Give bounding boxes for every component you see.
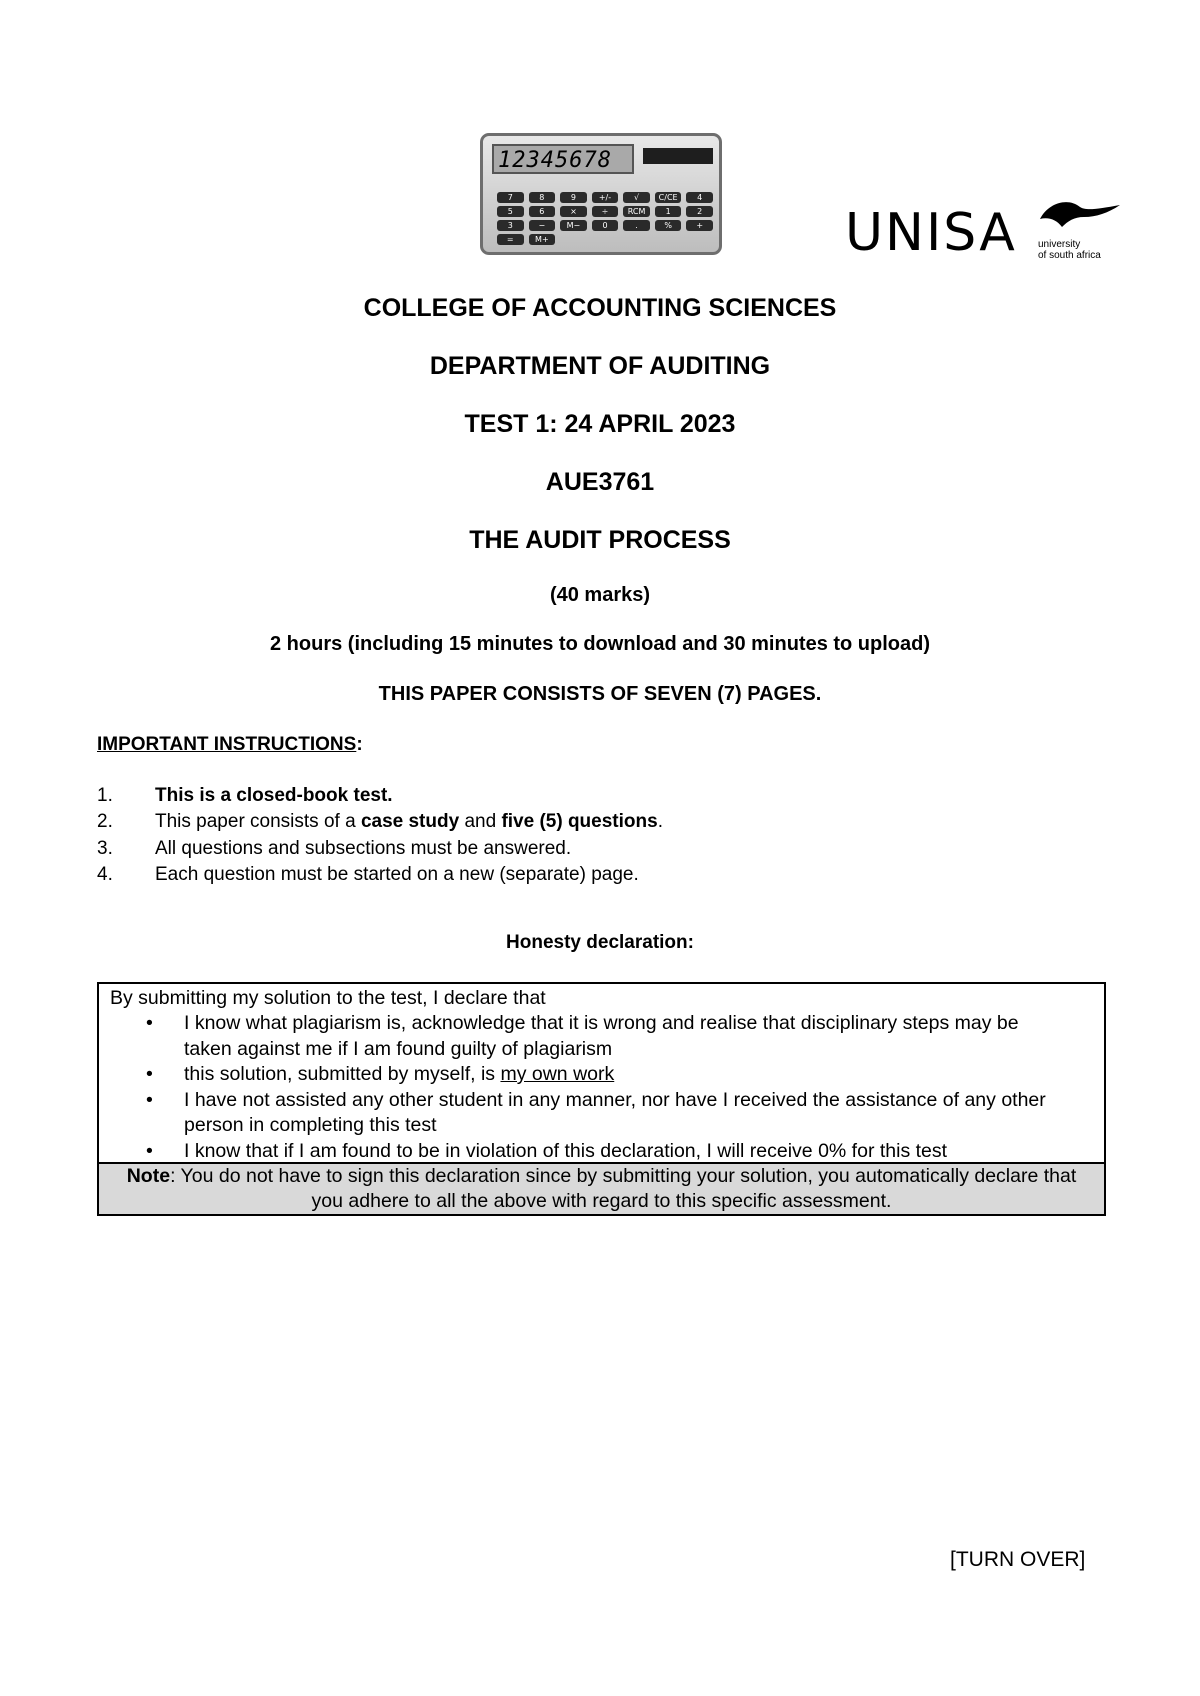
calculator-solar-panel xyxy=(643,148,713,164)
marks-label: (40 marks) xyxy=(549,584,651,606)
calculator-key: 7 xyxy=(497,192,524,203)
declaration-bullet-text: this solution, submitted by myself, is xyxy=(184,1063,501,1085)
declaration-bullet xyxy=(99,1088,1064,1139)
instruction-text-mid: and xyxy=(459,811,502,832)
calculator-key: 6 xyxy=(529,206,556,217)
calculator-key: 5 xyxy=(497,206,524,217)
instruction-text-bold: case study xyxy=(360,811,460,832)
note-text: : You do not have to sign this declaration since by submitting your solution, you automatically declare that you adhere to all the above with regard to this specific assessment. xyxy=(170,1165,1077,1212)
module-code: AUE3761 xyxy=(545,468,655,496)
instruction-text-bold: five (5) questions xyxy=(501,811,658,832)
instruction-number: 2. xyxy=(97,811,113,832)
instruction-number: 4. xyxy=(97,864,113,885)
calculator-key: √ xyxy=(623,192,650,203)
calculator-key: C/CE xyxy=(655,192,682,203)
declaration-intro: By submitting my solution to the test, I declare that xyxy=(110,987,546,1009)
logo-wordmark: UNISA xyxy=(845,203,1017,263)
calculator-key: × xyxy=(560,206,587,217)
bullet-icon: • xyxy=(146,1139,153,1162)
duration-label: 2 hours (including 15 minutes to download and 30 minutes to upload) xyxy=(269,633,931,655)
declaration-note xyxy=(99,1162,1104,1214)
calculator-image xyxy=(480,133,722,255)
logo-tagline-line-1: university xyxy=(1038,239,1081,250)
calculator-key: RCM xyxy=(623,206,650,217)
declaration-bullet-text: I know that if I am found to be in violation of this declaration, I will receive 0% for this test xyxy=(184,1139,948,1162)
calculator-keypad xyxy=(497,192,713,245)
calculator-key: − xyxy=(529,220,556,231)
instruction-number: 3. xyxy=(97,838,113,859)
calculator-key: M+ xyxy=(529,234,556,245)
honesty-title: Honesty declaration: xyxy=(506,932,694,953)
instructions-heading xyxy=(97,734,363,756)
module-title: THE AUDIT PROCESS xyxy=(469,526,731,554)
instructions-heading-colon: : xyxy=(356,734,363,755)
calculator-key: 0 xyxy=(592,220,619,231)
calculator-key: ÷ xyxy=(592,206,619,217)
calculator-key: 4 xyxy=(686,192,713,203)
test-title: TEST 1: 24 APRIL 2023 xyxy=(464,410,736,438)
note-label: Note xyxy=(126,1165,171,1187)
calculator-key: % xyxy=(655,220,682,231)
calculator-key: 3 xyxy=(497,220,524,231)
bullet-icon: • xyxy=(146,1088,153,1111)
pages-label: THIS PAPER CONSISTS OF SEVEN (7) PAGES. xyxy=(378,683,822,705)
declaration-list xyxy=(99,1011,1099,1164)
department-title: DEPARTMENT OF AUDITING xyxy=(429,352,771,380)
bullet-icon: • xyxy=(146,1063,153,1085)
declaration-bullet-underlined: my own work xyxy=(500,1063,615,1085)
instruction-text: All questions and subsections must be answered. xyxy=(155,838,572,859)
instruction-text-post: . xyxy=(657,811,663,832)
calculator-key: 1 xyxy=(655,206,682,217)
instruction-number: 1. xyxy=(97,785,113,806)
calculator-key: = xyxy=(497,234,524,245)
calculator-key: 2 xyxy=(686,206,713,217)
calculator-key: 8 xyxy=(529,192,556,203)
instruction-text: Each question must be started on a new (separate) page. xyxy=(155,864,639,885)
declaration-bullet-text: I know what plagiarism is, acknowledge that it is wrong and realise that disciplinary steps may be taken against me if I am found guilty of plagiarism xyxy=(184,1012,1019,1060)
calculator-key: . xyxy=(623,220,650,231)
instructions-heading-text: IMPORTANT INSTRUCTIONS xyxy=(97,734,357,755)
bullet-icon: • xyxy=(146,1012,153,1034)
declaration-bullet xyxy=(99,1062,1064,1088)
declaration-bullet-text: I have not assisted any other student in any manner, nor have I received the assistance of any other person in completing this test xyxy=(184,1088,1046,1136)
instruction-text: This is a closed-book test. xyxy=(155,785,393,806)
declaration-bullet xyxy=(99,1011,1064,1062)
turn-over-label: [TURN OVER] xyxy=(950,1548,1086,1571)
calculator-key: 9 xyxy=(560,192,587,203)
instruction-text-pre: This paper consists of a xyxy=(155,811,361,832)
calculator-key: M− xyxy=(560,220,587,231)
logo-bird-icon xyxy=(1038,199,1122,235)
instruction-text xyxy=(155,811,663,833)
college-title: COLLEGE OF ACCOUNTING SCIENCES xyxy=(363,294,837,322)
calculator-key: +/- xyxy=(592,192,619,203)
logo-tagline xyxy=(1038,239,1118,261)
logo-tagline-line-2: of south africa xyxy=(1038,250,1101,261)
honesty-declaration-box xyxy=(97,982,1106,1216)
calculator-key: + xyxy=(686,220,713,231)
calculator-display: 12345678 xyxy=(492,144,634,174)
declaration-bullet xyxy=(99,1139,1104,1165)
